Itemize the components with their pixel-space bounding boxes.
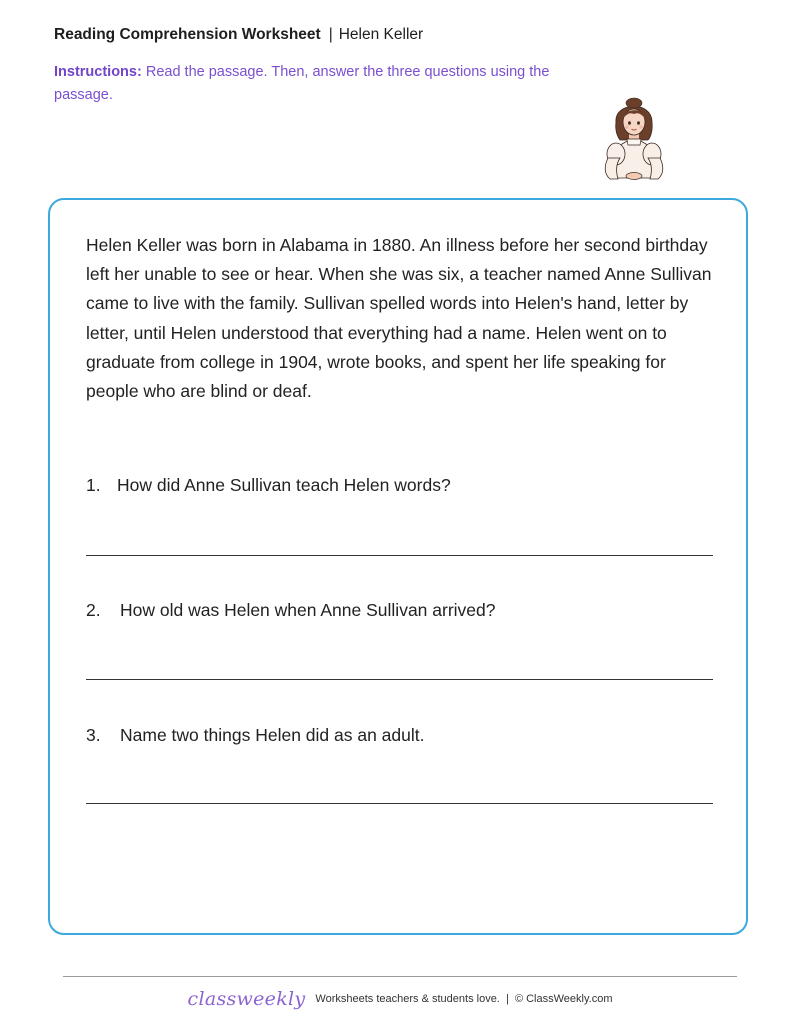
instructions-text: Read the passage. Then, answer the three questions using the passage.: [54, 64, 550, 103]
question-3: [86, 725, 424, 746]
question-number: 2.: [86, 600, 101, 620]
question-text: Name two things Helen did as an adult.: [120, 725, 425, 745]
question-number: 3.: [86, 725, 101, 745]
helen-keller-portrait-icon: [596, 92, 672, 184]
classweekly-logo: classweekly: [187, 988, 306, 1010]
question-1: [86, 475, 451, 496]
worksheet-title: Reading Comprehension Worksheet: [54, 26, 321, 43]
instructions-label: Instructions:: [54, 64, 142, 80]
answer-line-2[interactable]: [86, 679, 713, 680]
question-text: How did Anne Sullivan teach Helen words?: [117, 475, 451, 495]
instructions: [54, 61, 574, 107]
worksheet-topic: Helen Keller: [338, 26, 424, 43]
reading-passage: Helen Keller was born in Alabama in 1880. An illness before her second birthday left her unable to see or hear. When she was six, a teacher named Anne Sullivan came to live with the family. Sullivan spelled words into Helen's hand, letter by letter, until Helen understood that everything had a name. Helen went on to graduate from college in 1904, wrote books, and spent her life speaking for people who are blind or deaf.: [86, 235, 712, 402]
question-number: 1.: [86, 475, 101, 495]
question-text: How old was Helen when Anne Sullivan arrived?: [120, 600, 496, 620]
answer-line-1[interactable]: [86, 555, 713, 556]
footer-tagline: Worksheets teachers & students love. | © ClassWeekly.com: [315, 993, 613, 1005]
footer: [0, 988, 800, 1010]
answer-line-3[interactable]: [86, 803, 713, 804]
footer-divider: [63, 976, 737, 977]
question-2: [86, 600, 496, 621]
header-separator: |: [328, 26, 333, 43]
worksheet-header: [54, 26, 423, 44]
